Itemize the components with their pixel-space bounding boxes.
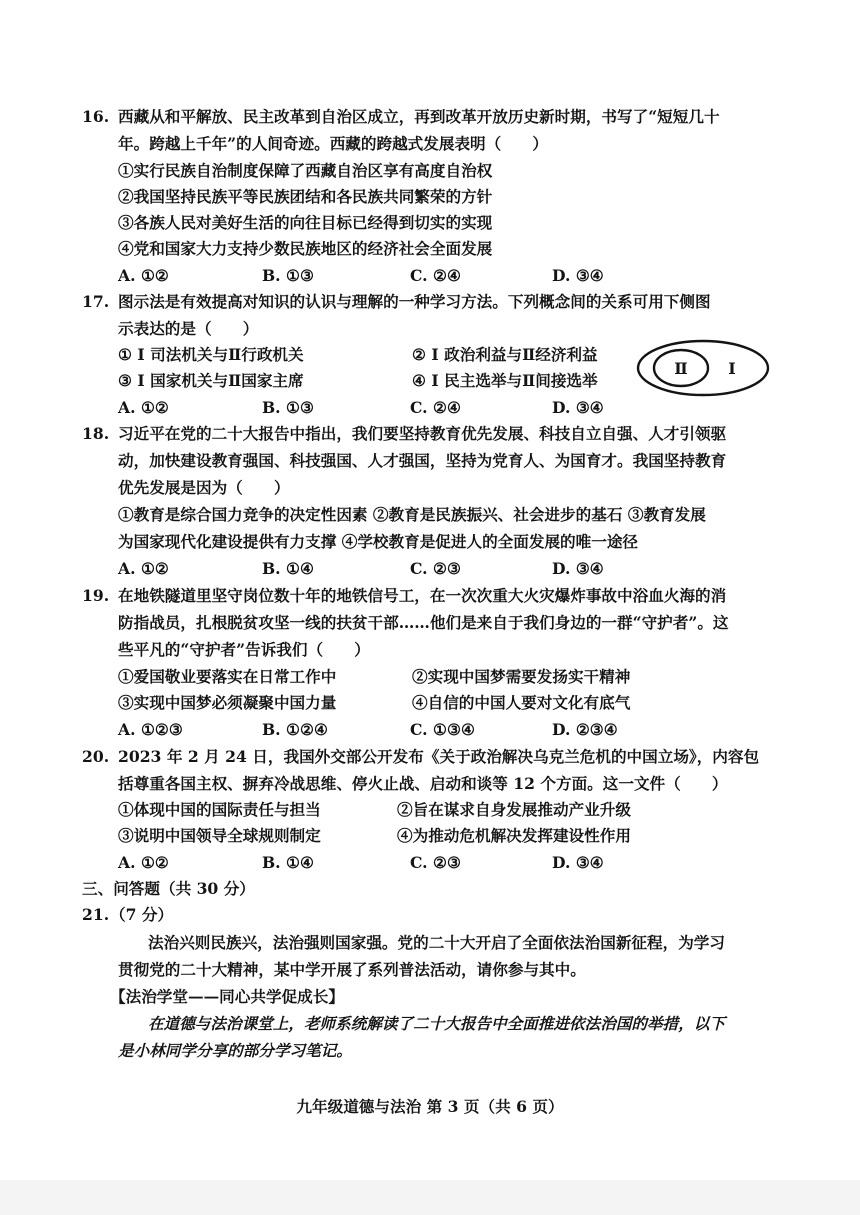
venn-outer-ellipse [638,341,768,395]
question-18-number: 18. [82,424,110,443]
question-16-option-d: D. ③④ [552,266,604,285]
question-17-number: 17. [82,292,110,311]
question-20-option-b: B. ①④ [262,853,314,872]
question-20-statement-4: ④为推动危机解决发挥建设性作用 [397,826,631,845]
bottom-margin-strip [0,1180,860,1215]
question-18-statements-1: ①教育是综合国力竞争的决定性因素 ②教育是民族振兴、社会进步的基石 ③教育发展 [118,505,706,524]
question-17-statement-1: ① I 司法机关与Ⅱ行政机关 [118,345,304,364]
section-3-heading: 三、问答题（共 30 分） [82,879,255,898]
question-21-subheading: 【法治学堂——同心共学促成长】 [110,987,344,1006]
question-19-statement-4: ④自信的中国人要对文化有底气 [412,693,631,712]
question-19-option-c: C. ①③④ [410,720,475,739]
question-19-stem-2: 防指战员，扎根脱贫攻坚一线的扶贫干部……他们是来自于我们身边的一群“守护者”。这 [118,613,729,632]
question-20-statement-2: ②旨在谋求自身发展推动产业升级 [397,800,631,819]
question-17-statement-3: ③ I 国家机关与Ⅱ国家主席 [118,371,304,390]
question-16-number: 16. [82,107,110,126]
question-19-statement-3: ③实现中国梦必须凝聚中国力量 [118,693,337,712]
question-16-stem-2: 年。跨越上千年”的人间奇迹。西藏的跨越式发展表明（ ） [118,134,549,153]
question-16-statement-1: ①实行民族自治制度保障了西藏自治区享有高度自治权 [118,161,493,180]
question-17-option-b: B. ①③ [262,398,314,417]
question-17-option-c: C. ②④ [410,398,461,417]
question-19-number: 19. [82,586,110,605]
question-21-score: （7 分） [110,905,174,924]
question-20-stem-2: 括尊重各国主权、摒弃冷战思维、停火止战、启动和谈等 12 个方面。这一文件（ ） [118,774,728,793]
question-16-statement-2: ②我国坚持民族平等民族团结和各民族共同繁荣的方针 [118,187,493,206]
question-20-option-c: C. ②③ [410,853,461,872]
question-16-statement-3: ③各族人民对美好生活的向往目标已经得到切实的实现 [118,213,493,232]
question-16-statement-4: ④党和国家大力支持少数民族地区的经济社会全面发展 [118,239,493,258]
question-18-option-a: A. ①② [118,559,169,578]
question-21-paragraph-1a: 法治兴则民族兴，法治强则国家强。党的二十大开启了全面依法治国新征程，为学习 [148,933,725,952]
question-19-stem-1: 在地铁隧道里坚守岗位数十年的地铁信号工，在一次次重大火灾爆炸事故中浴血火海的消 [118,586,727,605]
question-21-paragraph-1b: 贯彻党的二十大精神，某中学开展了系列普法活动，请你参与其中。 [118,960,586,979]
question-17-option-a: A. ①② [118,398,169,417]
question-18-stem-1: 习近平在党的二十大报告中指出，我们要坚持教育优先发展、科技自立自强、人才引领驱 [118,424,727,443]
question-17-statement-2: ② I 政治利益与Ⅱ经济利益 [412,345,598,364]
question-21-paragraph-2a: 在道德与法治课堂上，老师系统解读了二十大报告中全面推进依法治国的举措，以下 [148,1014,725,1033]
question-17-statement-4: ④ I 民主选举与Ⅱ间接选举 [412,371,598,390]
question-18-option-c: C. ②③ [410,559,461,578]
question-16-option-c: C. ②④ [410,266,461,285]
venn-outer-label: I [728,359,736,378]
venn-diagram [636,339,770,397]
question-18-option-d: D. ③④ [552,559,604,578]
question-19-option-d: D. ②③④ [552,720,618,739]
question-19-statement-2: ②实现中国梦需要发扬实干精神 [412,667,631,686]
question-19-stem-3: 些平凡的“守护者”告诉我们（ ） [118,640,370,659]
question-18-stem-2: 动，加快建设教育强国、科技强国、人才强国，坚持为党育人、为国育才。我国坚持教育 [118,451,727,470]
question-16-option-b: B. ①③ [262,266,314,285]
question-20-option-d: D. ③④ [552,853,604,872]
question-17-stem-2: 示表达的是（ ） [118,319,259,338]
question-17-stem-1: 图示法是有效提高对知识的认识与理解的一种学习方法。下列概念间的关系可用下侧图 [118,292,711,311]
question-20-number: 20. [82,747,110,766]
question-20-statement-3: ③说明中国领导全球规则制定 [118,826,321,845]
question-21-paragraph-2b: 是小林同学分享的部分学习笔记。 [118,1041,352,1060]
question-18-stem-3: 优先发展是因为（ ） [118,478,290,497]
question-19-statement-1: ①爱国敬业要落实在日常工作中 [118,667,337,686]
question-16-option-a: A. ①② [118,266,169,285]
question-19-option-b: B. ①②④ [262,720,328,739]
question-17-option-d: D. ③④ [552,398,604,417]
question-18-statements-2: 为国家现代化建设提供有力支撑 ④学校教育是促进人的全面发展的唯一途径 [118,532,639,551]
question-20-statement-1: ①体现中国的国际责任与担当 [118,800,321,819]
question-19-option-a: A. ①②③ [118,720,183,739]
question-16-stem-1: 西藏从和平解放、民主改革到自治区成立，再到改革开放历史新时期，书写了“短短几十 [118,107,720,126]
question-20-option-a: A. ①② [118,853,169,872]
venn-inner-label: Ⅱ [674,359,688,378]
question-21-number: 21. [82,905,110,924]
question-18-option-b: B. ①④ [262,559,314,578]
page-footer: 九年级道德与法治 第 3 页（共 6 页） [296,1097,564,1116]
question-20-stem-1: 2023 年 2 月 24 日，我国外交部公开发布《关于政治解决乌克兰危机的中国立场》，内容包 [118,747,760,766]
